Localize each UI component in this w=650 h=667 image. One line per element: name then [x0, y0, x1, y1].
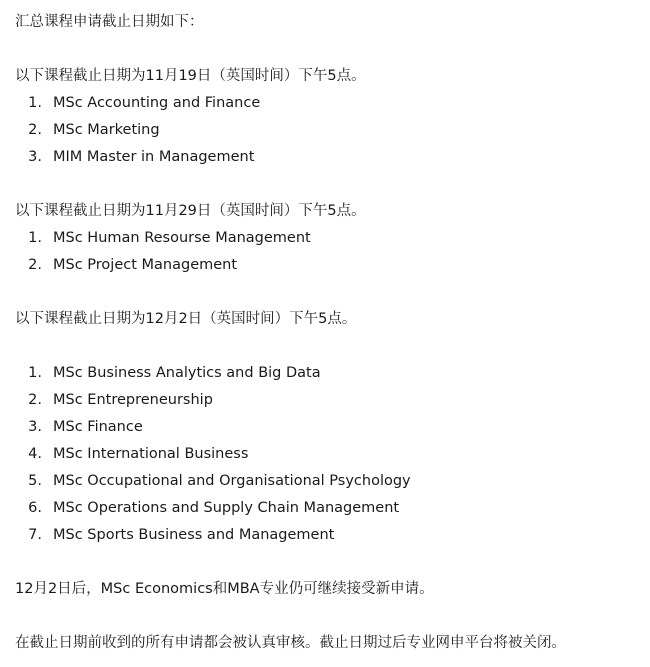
- course-name: MIM Master in Management: [53, 149, 255, 165]
- course-name: MSc Sports Business and Management: [53, 527, 335, 543]
- course-name: MSc Occupational and Organisational Psychology: [53, 473, 411, 489]
- deadline-heading-1: 以下课程截止日期为11月19日（英国时间）下午5点。: [15, 68, 366, 84]
- course-name: MSc Project Management: [53, 257, 238, 273]
- course-name: MSc Business Analytics and Big Data: [53, 365, 321, 381]
- list-number: 1.: [28, 230, 42, 246]
- list-number: 1.: [28, 95, 42, 111]
- list-number: 2.: [28, 257, 42, 273]
- course-name: MSc Marketing: [53, 122, 160, 138]
- closing-note: 在截止日期前收到的所有申请都会被认真审核。截止日期过后专业网申平台将被关闭。: [15, 635, 566, 651]
- course-name: MSc Operations and Supply Chain Management: [53, 500, 400, 516]
- list-number: 2.: [28, 392, 42, 408]
- list-number: 3.: [28, 419, 42, 435]
- list-number: 5.: [28, 473, 42, 489]
- deadline-heading-2: 以下课程截止日期为11月29日（英国时间）下午5点。: [15, 203, 366, 219]
- deadline-heading-3: 以下课程截止日期为12月2日（英国时间）下午5点。: [15, 311, 357, 327]
- list-number: 3.: [28, 149, 42, 165]
- course-name: MSc International Business: [53, 446, 249, 462]
- list-number: 6.: [28, 500, 42, 516]
- list-number: 2.: [28, 122, 42, 138]
- intro-text: 汇总课程申请截止日期如下：: [15, 14, 204, 30]
- list-number: 1.: [28, 365, 42, 381]
- list-number: 4.: [28, 446, 42, 462]
- economics-mba-note: 12月2日后，MSc Economics和MBA专业仍可继续接受新申请。: [15, 581, 434, 597]
- course-name: MSc Entrepreneurship: [53, 392, 213, 408]
- course-name: MSc Human Resourse Management: [53, 230, 311, 246]
- course-name: MSc Accounting and Finance: [53, 95, 261, 111]
- course-name: MSc Finance: [53, 419, 143, 435]
- list-number: 7.: [28, 527, 42, 543]
